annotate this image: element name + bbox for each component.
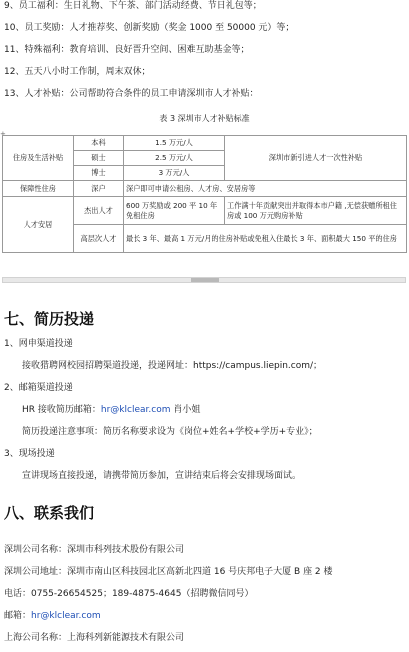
benefit-item-13: 13、人才补贴：公司帮助符合条件的员工申请深圳市人才补贴： xyxy=(4,89,259,99)
contact-person: 肖小姐 xyxy=(170,405,201,415)
contact-email-link[interactable]: hr@klclear.com xyxy=(31,611,101,621)
housing-note: 深圳市新引进人才一次性补贴 xyxy=(225,136,407,181)
outstanding-reward: 600 万奖励或 200 平 10 年免租住房 xyxy=(124,197,225,225)
channel-3-title: 3、现场投递 xyxy=(4,449,55,459)
benefit-item-10: 10、员工奖励：人才推荐奖、创新奖励（奖金 1000 至 50000 元）等； xyxy=(4,23,295,33)
table-expand-icon[interactable]: + xyxy=(0,130,6,138)
high-level-label: 高层次人才 xyxy=(74,225,124,253)
degree-cell: 硕士 xyxy=(74,151,124,166)
benefit-item-9: 9、员工福利：生日礼物、下午茶、部门活动经费、节日礼包等； xyxy=(4,1,262,11)
sz-company-address: 深圳公司地址：深圳市南山区科技园北区高新北四道 16 号庆邦电子大厦 B 座 2 楼 xyxy=(4,567,333,577)
channel-3-text: 宣讲现场直接投递，请携带简历参加，宣讲结束后将会安排现场面试。 xyxy=(22,471,302,481)
benefit-item-12: 12、五天八小时工作制，周末双休； xyxy=(4,67,151,77)
contact-phone: 电话：0755-26654525；189-4875-4645（招聘微信同号） xyxy=(4,589,254,599)
degree-cell: 本科 xyxy=(74,136,124,151)
channel-2-note: 简历投递注意事项：简历名称要求设为《岗位+姓名+学校+学历+专业》； xyxy=(22,427,318,437)
guarantee-desc: 深户即可申请公租房、人才房、安居房等 xyxy=(124,181,407,197)
horizontal-scrollbar[interactable] xyxy=(2,277,406,283)
sz-company-name: 深圳公司名称：深圳市科列技术股份有限公司 xyxy=(4,545,185,555)
talent-label: 人才安居 xyxy=(3,197,74,253)
channel-2-email-line xyxy=(22,404,200,416)
sh-company-name: 上海公司名称：上海科列新能源技术有限公司 xyxy=(4,633,185,643)
degree-cell: 博士 xyxy=(74,166,124,181)
guarantee-label: 保障性住房 xyxy=(3,181,74,197)
hr-email-link[interactable]: hr@klclear.com xyxy=(100,405,171,415)
benefit-item-11: 11、特殊福利：教育培训、良好晋升空间、困难互助基金等； xyxy=(4,45,250,55)
outstanding-housing: 工作满十年贡献突出并取得本市户籍 ,无偿获赠所租住房或 100 万元购房补贴 xyxy=(225,197,407,225)
outstanding-label: 杰出人才 xyxy=(74,197,124,225)
amount-cell: 2.5 万元/人 xyxy=(124,151,225,166)
talent-subsidy-table xyxy=(2,135,407,253)
channel-2-title: 2、邮箱渠道投递 xyxy=(4,383,73,393)
channel-1-text: 接收猎聘网校园招聘渠道投递，投递网址：https://campus.liepin.com/； xyxy=(22,361,323,371)
amount-cell: 1.5 万元/人 xyxy=(124,136,225,151)
channel-1-title: 1、网申渠道投递 xyxy=(4,339,73,349)
resume-heading: 七、简历投递 xyxy=(4,310,95,328)
contact-email-line xyxy=(4,610,101,622)
scrollbar-thumb[interactable] xyxy=(191,278,219,282)
high-level-desc: 最长 3 年、最高 1 万元/月的住房补贴或免租入住最长 3 年、面积最大 150 平的住房 xyxy=(124,225,407,253)
contact-heading: 八、联系我们 xyxy=(4,504,95,522)
table-caption: 表 3 深圳市人才补贴标准 xyxy=(159,114,250,123)
email-label: 邮箱： xyxy=(4,611,32,621)
housing-label: 住房及生活补贴 xyxy=(3,136,74,181)
guarantee-type: 深户 xyxy=(74,181,124,197)
amount-cell: 3 万元/人 xyxy=(124,166,225,181)
email-prefix: HR 接收简历邮箱： xyxy=(22,405,101,415)
